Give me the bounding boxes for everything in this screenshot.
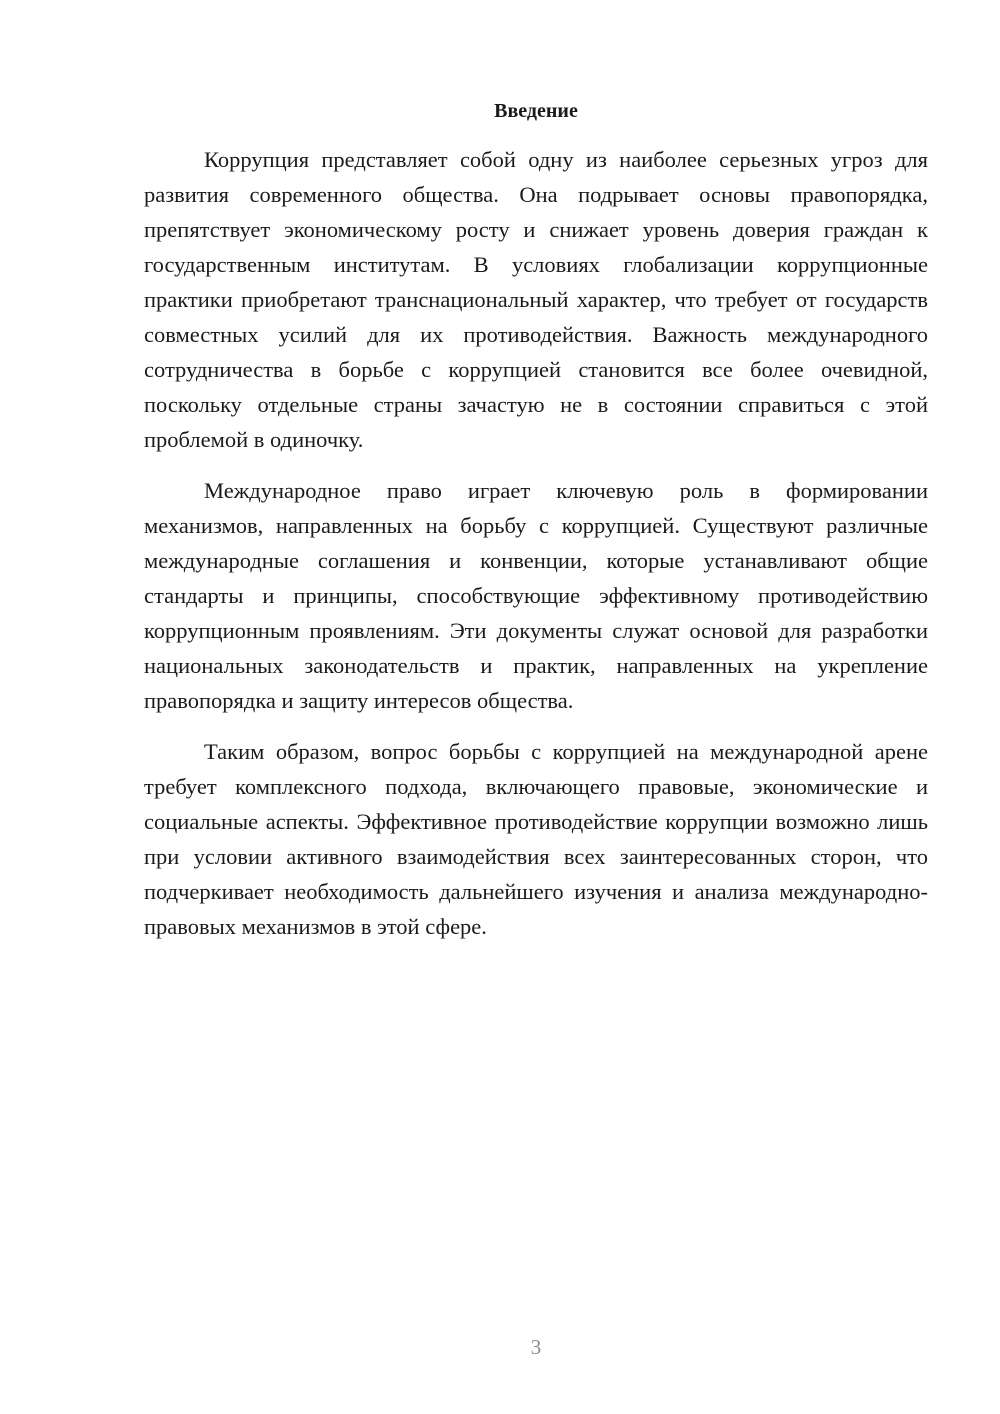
body-text (144, 142, 928, 960)
paragraph: Коррупция представляет собой одну из наиболее серьезных угроз для развития современного общества. Она подрывает основы правопорядка, препятствует экономическому росту и снижает уровень доверия граждан к государственным институтам. В условиях глобализации коррупционные практики приобретают транснациональный характер, что требует от государств совместных усилий для их противодействия. Важность международного сотрудничества в борьбе с коррупцией становится все более очевидной, поскольку отдельные страны зачастую не в состоянии справиться с этой проблемой в одиночку. (144, 147, 928, 452)
section-heading: Введение (494, 100, 578, 122)
paragraph: Международное право играет ключевую роль в формировании механизмов, направленных на борьбу с коррупцией. Существуют различные международные соглашения и конвенции, которые устанавливают общие стандарты и принципы, способствующие эффективному противодействию коррупционным проявлениям. Эти документы служат основой для разработки национальных законодательств и практик, направленных на укрепление правопорядка и защиту интересов общества. (144, 478, 928, 713)
paragraph: Таким образом, вопрос борьбы с коррупцией на международной арене требует комплексного подхода, включающего правовые, экономические и социальные аспекты. Эффективное противодействие коррупции возможно лишь при условии активного взаимодействия всех заинтересованных сторон, что подчеркивает необходимость дальнейшего изучения и анализа международно-правовых механизмов в этой сфере. (144, 739, 928, 939)
page-number: 3 (530, 1335, 542, 1359)
